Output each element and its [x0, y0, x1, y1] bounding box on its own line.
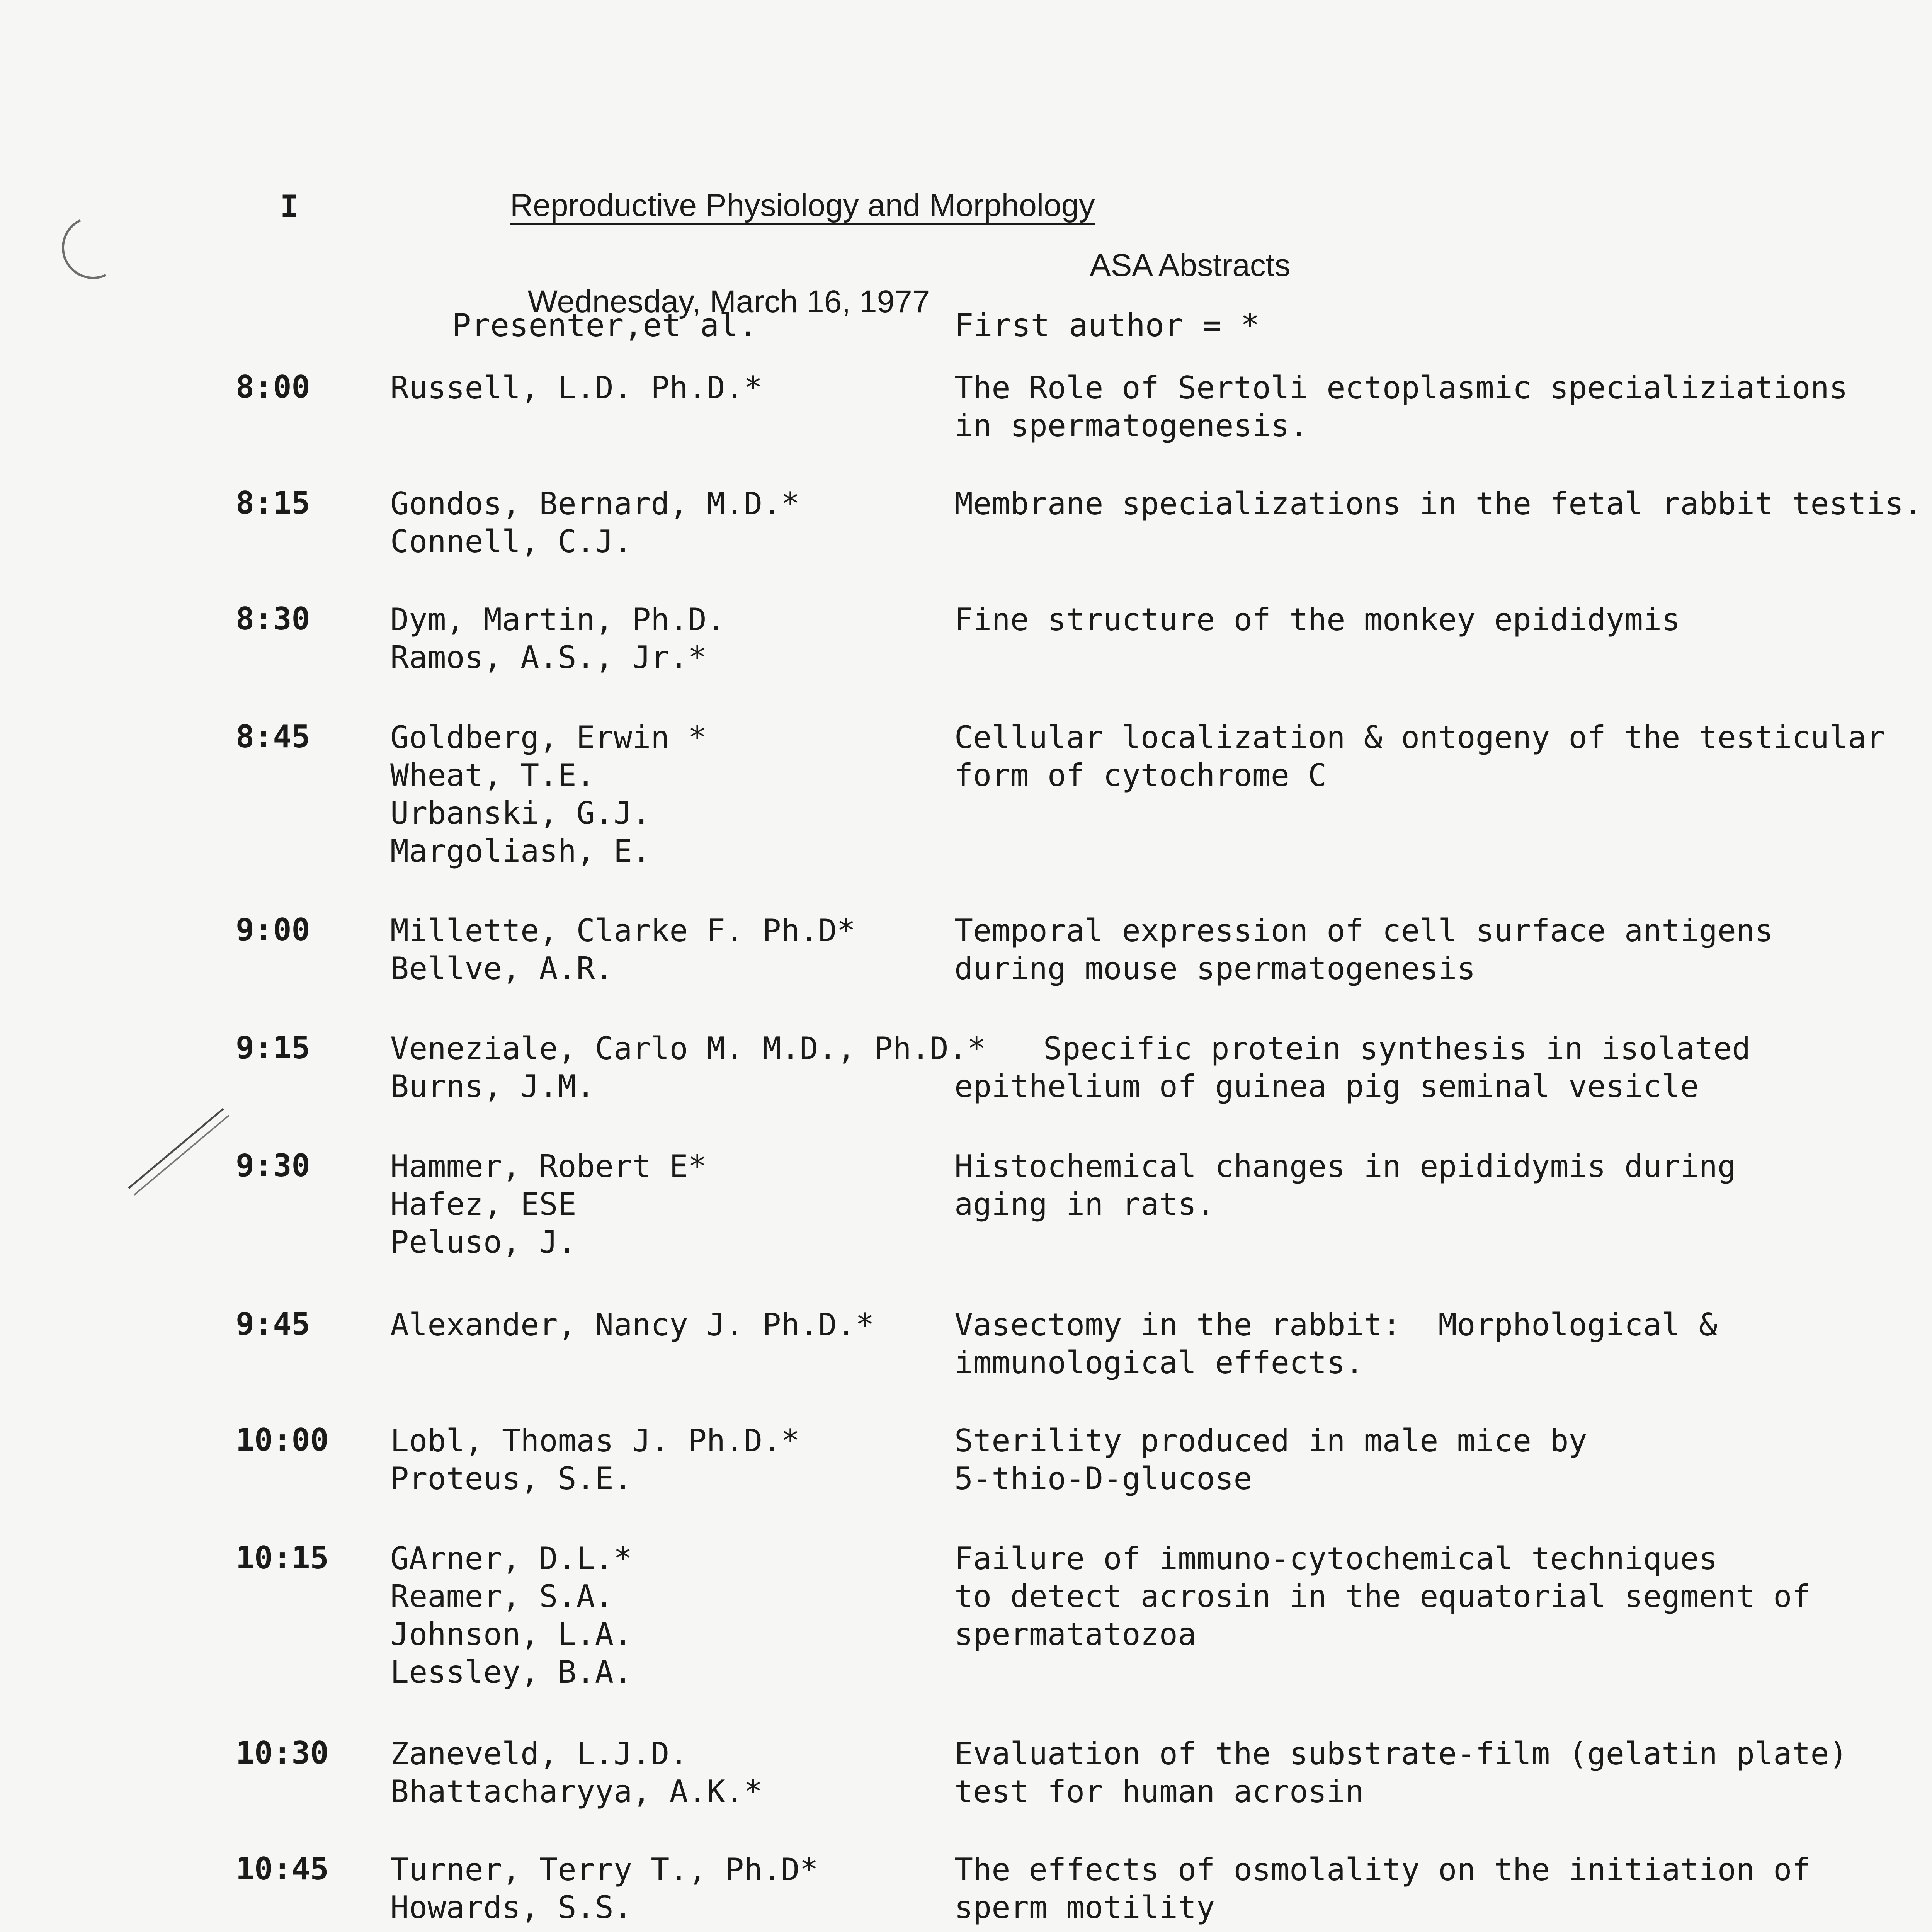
entry-paper-title: [954, 369, 1932, 445]
entry-authors: [390, 1851, 818, 1927]
section-number: I: [280, 189, 298, 224]
entry-authors: [390, 601, 725, 677]
entry-time: 9:00: [236, 912, 310, 948]
entry-time: 8:15: [236, 485, 310, 521]
paper-title-line: Fine structure of the monkey epididymis: [954, 602, 1680, 638]
author-name: Lobl, Thomas J. Ph.D.*: [390, 1423, 800, 1459]
author-name: Gondos, Bernard, M.D.*: [390, 486, 800, 522]
author-name: Ramos, A.S., Jr.*: [390, 639, 707, 675]
entry-time: 9:15: [236, 1030, 310, 1066]
author-name: Zaneveld, L.J.D.: [390, 1736, 688, 1772]
paper-title-line: Failure of immuno-cytochemical techniques: [954, 1541, 1718, 1577]
entry-authors: [390, 1030, 986, 1105]
paper-title-line: Cellular localization & ontogeny of the testicular: [954, 719, 1885, 755]
author-name: Turner, Terry T., Ph.D*: [390, 1852, 818, 1888]
author-name: Reamer, S.A.: [390, 1578, 614, 1614]
entry-authors: [390, 369, 762, 407]
author-name: Peluso, J.: [390, 1224, 577, 1260]
paper-title-line: The Role of Sertoli ectoplasmic specializiations: [954, 370, 1848, 406]
author-name: Bhattacharyya, A.K.*: [390, 1774, 763, 1810]
entry-authors: [390, 1306, 874, 1344]
author-name: Connell, C.J.: [390, 524, 633, 560]
paper-title-line: Vasectomy in the rabbit: Morphological &: [954, 1307, 1718, 1343]
paper-title-line: test for human acrosin: [954, 1774, 1364, 1810]
paper-title-line: aging in rats.: [954, 1186, 1215, 1222]
entry-authors: [390, 1422, 800, 1498]
entry-authors: [390, 912, 855, 988]
author-name: Proteus, S.E.: [390, 1461, 633, 1497]
entry-paper-title: [954, 1148, 1932, 1223]
paper-title-line: immunological effects.: [954, 1345, 1364, 1381]
entry-paper-title: [954, 1735, 1932, 1811]
paper-title-line: Membrane specializations in the fetal rabbit testis.: [954, 486, 1922, 522]
author-name: Alexander, Nancy J. Ph.D.*: [390, 1307, 874, 1343]
entry-time: 9:30: [236, 1148, 310, 1184]
author-name: Veneziale, Carlo M. M.D., Ph.D.*: [390, 1031, 986, 1066]
paper-title-line: sperm motility: [954, 1889, 1215, 1925]
author-name: Hammer, Robert E*: [390, 1148, 707, 1184]
paper-title-line: 5-thio-D-glucose: [954, 1461, 1252, 1497]
paper-title-line: form of cytochrome C: [954, 757, 1327, 793]
pen-mark: [128, 1108, 229, 1195]
entry-time: 8:00: [236, 369, 310, 405]
entry-time: 10:15: [236, 1540, 329, 1576]
column-header-presenter: Presenter,et al.: [452, 307, 757, 344]
author-name: Burns, J.M.: [390, 1068, 595, 1104]
paper-title-line: Histochemical changes in epididymis during: [954, 1148, 1736, 1184]
author-name: Wheat, T.E.: [390, 757, 595, 793]
entry-time: 10:30: [236, 1735, 329, 1771]
entry-time: 9:45: [236, 1306, 310, 1342]
paper-title-line: Temporal expression of cell surface antigens: [954, 913, 1774, 949]
session-venue: ASA Abstracts: [1090, 248, 1291, 283]
paper-title-line: spermatatozoa: [954, 1616, 1197, 1652]
paper-title-line: The effects of osmolality on the initiation of: [954, 1852, 1811, 1888]
entry-time: 8:45: [236, 719, 310, 755]
author-name: Howards, S.S.: [390, 1889, 633, 1925]
column-header-first-author: First author = *: [954, 307, 1260, 344]
entry-authors: [390, 1148, 707, 1261]
entry-time: 10:45: [236, 1851, 329, 1887]
author-name: Lessley, B.A.: [390, 1654, 633, 1690]
author-name: Russell, L.D. Ph.D.*: [390, 370, 763, 406]
entry-paper-title: [954, 601, 1932, 639]
paper-title-line: Specific protein synthesis in isolated: [1043, 1031, 1751, 1066]
paper-title-line: Sterility produced in male mice by: [954, 1423, 1587, 1459]
paper-title-line: during mouse spermatogenesis: [954, 951, 1476, 986]
entry-paper-title: [954, 1540, 1932, 1653]
author-name: Bellve, A.R.: [390, 951, 614, 986]
author-name: GArner, D.L.*: [390, 1541, 633, 1577]
entry-paper-title: [954, 1306, 1932, 1382]
author-name: Hafez, ESE: [390, 1186, 577, 1222]
entry-authors: [390, 1540, 632, 1691]
entry-time: 10:00: [236, 1422, 329, 1458]
entry-paper-title: [954, 1030, 1932, 1105]
entry-paper-title: [954, 1422, 1932, 1498]
entry-paper-title: [954, 912, 1932, 988]
entry-authors: [390, 485, 800, 561]
author-name: Urbanski, G.J.: [390, 795, 651, 831]
paper-title-line: Evaluation of the substrate-film (gelatin plate): [954, 1736, 1848, 1772]
author-name: Johnson, L.A.: [390, 1616, 633, 1652]
entry-paper-title: [954, 1851, 1932, 1927]
author-name: Millette, Clarke F. Ph.D*: [390, 913, 856, 949]
author-name: Goldberg, Erwin *: [390, 719, 707, 755]
author-name: Margoliash, E.: [390, 833, 651, 869]
entry-paper-title: [954, 485, 1932, 523]
session-date: Wednesday, March 16, 1977: [527, 284, 930, 319]
author-name: Dym, Martin, Ph.D.: [390, 602, 725, 638]
paper-title-line: to detect acrosin in the equatorial segment of: [954, 1578, 1811, 1614]
paper-title-line: epithelium of guinea pig seminal vesicle: [954, 1068, 1699, 1104]
entry-time: 8:30: [236, 601, 310, 637]
entry-authors: [390, 1735, 762, 1811]
entry-paper-title: [954, 719, 1932, 794]
page-title: Reproductive Physiology and Morphology: [510, 188, 1095, 223]
punch-hole-top: [53, 207, 133, 288]
paper-title-line: in spermatogenesis.: [954, 408, 1308, 444]
entry-authors: [390, 719, 707, 870]
